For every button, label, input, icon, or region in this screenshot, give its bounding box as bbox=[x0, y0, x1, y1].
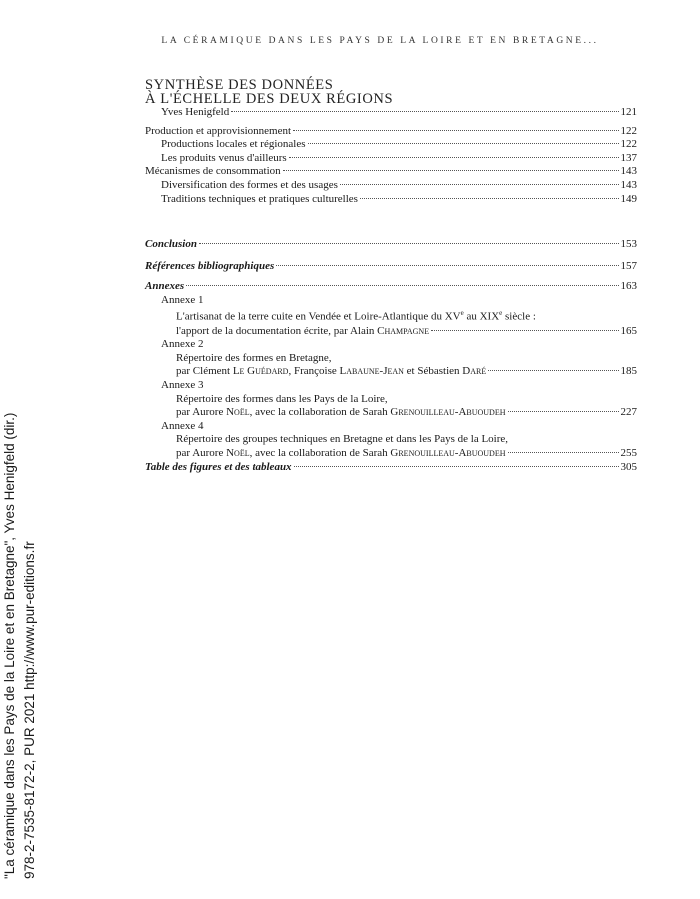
leader-dots bbox=[289, 157, 619, 158]
leader-dots bbox=[508, 411, 619, 412]
toc-section-back-matter bbox=[145, 238, 637, 474]
toc-entry-annexe-3[interactable] bbox=[145, 406, 637, 420]
leader-dots bbox=[431, 330, 618, 331]
toc-label: Annexes bbox=[145, 280, 185, 293]
toc-entry-annexe-4[interactable] bbox=[145, 447, 637, 461]
leader-dots bbox=[294, 466, 619, 467]
toc-entry-author[interactable] bbox=[145, 106, 637, 120]
toc-label: Yves Henigfeld bbox=[161, 106, 230, 118]
toc-entry[interactable] bbox=[145, 193, 637, 207]
annexe-title: Annexe 2 bbox=[161, 338, 204, 351]
toc-page: 122 bbox=[620, 124, 637, 137]
toc-label: Références bibliographiques bbox=[145, 259, 275, 272]
annexe-title: Annexe 4 bbox=[161, 419, 204, 432]
toc-page: 143 bbox=[620, 165, 637, 178]
toc-page: 255 bbox=[620, 446, 637, 459]
leader-dots bbox=[231, 111, 618, 112]
toc-page: 137 bbox=[620, 151, 637, 164]
leader-dots bbox=[340, 184, 619, 185]
toc-entry[interactable] bbox=[145, 125, 637, 139]
annexe-line: L'artisanat de la terre cuite en Vendée et Loire-Atlantique du XVe au XIXe siècle : bbox=[176, 309, 536, 324]
toc-label: Production et approvisionnement bbox=[145, 124, 292, 137]
toc-page: 165 bbox=[620, 324, 637, 337]
leader-dots bbox=[488, 370, 618, 371]
annexe-title: Annexe 3 bbox=[161, 379, 204, 391]
section-title-line-2: À L'ÉCHELLE DES DEUX RÉGIONS bbox=[145, 91, 394, 107]
toc-page: 149 bbox=[620, 192, 637, 205]
toc-label: Conclusion bbox=[145, 238, 197, 250]
toc-entry[interactable] bbox=[145, 152, 637, 166]
toc-label: par Aurore Noël, avec la collaboration de Sarah Grenouilleau-Abuoudeh bbox=[176, 406, 506, 419]
leader-dots bbox=[283, 170, 619, 171]
toc-page: 121 bbox=[620, 106, 637, 118]
toc-page: 122 bbox=[620, 138, 637, 151]
annexe-line: Répertoire des formes dans les Pays de la Loire, bbox=[176, 392, 388, 405]
leader-dots bbox=[308, 143, 619, 144]
toc-label: par Clément Le Guédard, Françoise Labaune-Jean et Sébastien Daré bbox=[176, 365, 487, 378]
toc-entry-annexe-2[interactable] bbox=[145, 365, 637, 379]
leader-dots bbox=[186, 285, 618, 286]
toc-label: Les produits venus d'ailleurs bbox=[161, 151, 287, 164]
section-title bbox=[145, 78, 393, 106]
side-note-line-1: "La céramique dans les Pays de la Loire et en Bretagne", Yves Henigfeld (dir.) bbox=[2, 412, 17, 879]
toc-page: 153 bbox=[620, 238, 637, 250]
toc-page: 185 bbox=[620, 365, 637, 378]
toc-entry-references[interactable] bbox=[145, 260, 637, 274]
side-note-line-2: 978-2-7535-8172-2, PUR 2021 http://www.pur-editions.fr bbox=[22, 541, 37, 879]
toc-entry[interactable] bbox=[145, 138, 637, 152]
toc-label: l'apport de la documentation écrite, par Alain Champagne bbox=[176, 324, 430, 337]
side-note bbox=[0, 0, 40, 899]
toc-label: Productions locales et régionales bbox=[161, 138, 306, 151]
leader-dots bbox=[276, 265, 618, 266]
section-title-line-1: SYNTHÈSE DES DONNÉES bbox=[145, 77, 334, 93]
running-head: LA CÉRAMIQUE DANS LES PAYS DE LA LOIRE ET EN BRETAGNE... bbox=[161, 36, 599, 46]
toc-label: Diversification des formes et des usages bbox=[161, 178, 338, 191]
toc-page: 143 bbox=[620, 178, 637, 191]
leader-dots bbox=[508, 452, 619, 453]
toc-label: Traditions techniques et pratiques culturelles bbox=[161, 192, 358, 205]
leader-dots bbox=[293, 130, 618, 131]
toc-entry[interactable] bbox=[145, 165, 637, 179]
toc-section-synthese bbox=[145, 106, 637, 206]
leader-dots bbox=[360, 198, 619, 199]
annexe-title: Annexe 1 bbox=[161, 293, 204, 306]
leader-dots bbox=[199, 243, 619, 244]
toc-entry-figures-table[interactable] bbox=[145, 461, 637, 475]
toc-entry-annexe-1[interactable] bbox=[145, 325, 637, 339]
toc-label: Table des figures et des tableaux bbox=[145, 460, 292, 473]
toc-label: Mécanismes de consommation bbox=[145, 165, 281, 178]
toc-page: 163 bbox=[620, 280, 637, 293]
toc-label: par Aurore Noël, avec la collaboration de Sarah Grenouilleau-Abuoudeh bbox=[176, 446, 506, 459]
toc-entry-conclusion[interactable] bbox=[145, 238, 637, 252]
toc-page: 227 bbox=[620, 406, 637, 419]
annexe-line: Répertoire des formes en Bretagne, bbox=[176, 351, 332, 364]
toc-page: 157 bbox=[620, 259, 637, 272]
toc-page: 305 bbox=[620, 460, 637, 473]
annexe-line: Répertoire des groupes techniques en Bretagne et dans les Pays de la Loire, bbox=[176, 433, 509, 446]
toc-entry[interactable] bbox=[145, 179, 637, 193]
toc-entry-annexes[interactable] bbox=[145, 280, 637, 294]
